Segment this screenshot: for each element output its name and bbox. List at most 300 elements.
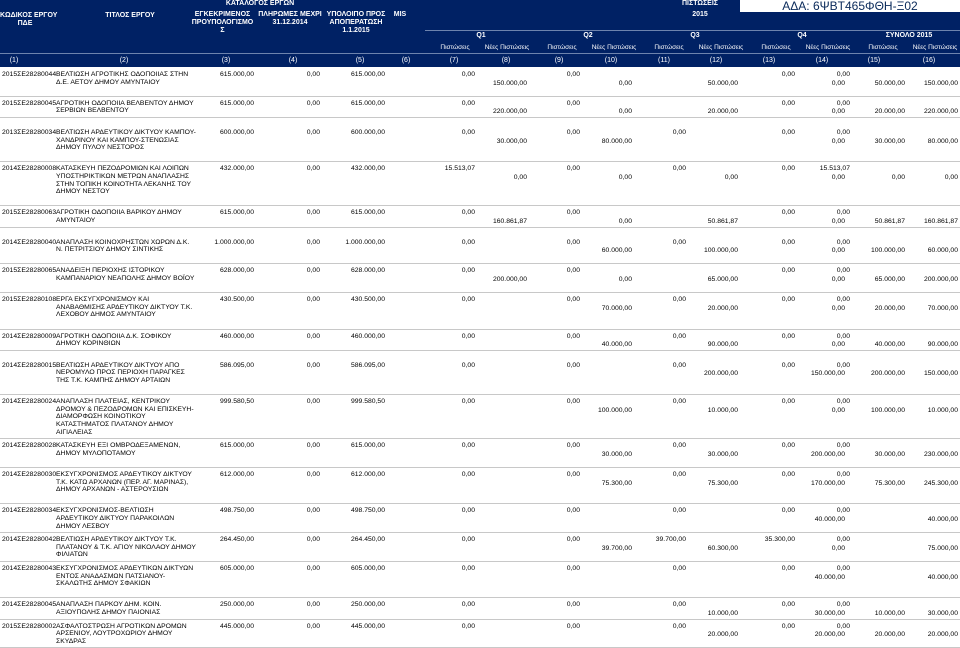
value-cell-budget: 460.000,00 (219, 332, 254, 340)
project-title: ΑΝΑΠΛΑΣΗ ΠΑΡΚΟΥ ΔΗΜ. ΚΟΙΝ. ΑΞΙΟΥΠΟΛΗΣ ΔΗΜΟΥ ΠΑΙΟΝΙΑΣ (56, 601, 162, 616)
value-cell-q1n: 220.000,00 (492, 108, 527, 116)
value-cell-remaining: 586.095,00 (350, 361, 385, 369)
value-cell-tt: 80.000,00 (927, 137, 958, 145)
row-divider (0, 561, 960, 562)
new-credits-subheader: Νέες Πιστώσεις (805, 44, 851, 51)
column-number: (5) (355, 57, 365, 64)
row-divider (0, 205, 960, 206)
value-cell-q4: 0,00 (781, 332, 795, 340)
value-cell-q2n: 40.000,00 (601, 341, 632, 349)
value-cell-tn: 100.000,00 (870, 406, 905, 414)
value-cell-q3n: 10.000,00 (707, 609, 738, 617)
column-number: (1) (9, 57, 19, 64)
table-row (0, 440, 960, 466)
project-code: 2014ΣΕ28280024 (2, 398, 57, 406)
value-cell-tn: 50.861,87 (874, 217, 905, 225)
project-code: 2014ΣΕ28280040 (2, 238, 57, 246)
value-cell-q3n: 10.000,00 (707, 406, 738, 414)
value-cell-t: 0,00 (836, 238, 850, 246)
column-number: (15) (867, 57, 881, 64)
value-cell-q2n: 0,00 (618, 275, 632, 283)
value-cell-paid: 0,00 (306, 442, 320, 450)
value-cell-q2: 0,00 (566, 622, 580, 630)
table-row (0, 98, 960, 116)
value-cell-t: 0,00 (836, 71, 850, 78)
value-cell-tt: 220.000,00 (923, 108, 958, 116)
table-row (0, 599, 960, 617)
value-cell-q4n: 0,00 (831, 341, 845, 349)
paid-column-header: ΠΛΗΡΩΜΕΣ ΜΕΧΡΙ 31.12.2014 (258, 11, 322, 26)
value-cell-paid: 0,00 (306, 471, 320, 478)
value-cell-q2: 0,00 (566, 71, 580, 78)
value-cell-q1: 0,00 (461, 565, 475, 572)
value-cell-tn: 30.000,00 (874, 137, 905, 145)
value-cell-budget: 498.750,00 (219, 507, 254, 515)
value-cell-paid: 0,00 (306, 536, 320, 544)
value-cell-q2n: 0,00 (618, 108, 632, 116)
value-cell-tt: 40.000,00 (927, 515, 958, 523)
project-title: ΑΣΦΑΛΤΟΣΤΡΩΣΗ ΑΓΡΟΤΙΚΩΝ ΔΡΟΜΩΝ ΑΡΣΕΝΙΟΥ, ΛΟΥΤΡΟΧΩΡΙΟΥ ΔΗΜΟΥ ΣΚΥΔΡΑΣ (56, 622, 187, 645)
column-number: (16) (922, 57, 936, 64)
value-cell-q1: 0,00 (461, 71, 475, 78)
value-cell-q2: 0,00 (566, 296, 580, 304)
value-cell-paid: 0,00 (306, 267, 320, 275)
value-cell-q2n: 75.300,00 (601, 479, 632, 487)
value-cell-q4n: 0,00 (831, 304, 845, 312)
value-cell-q2: 0,00 (566, 99, 580, 107)
credits-subheader: Πιστώσεις (547, 44, 577, 51)
value-cell-q2: 0,00 (566, 442, 580, 450)
project-code: 2015ΣΕ28280002 (2, 622, 57, 630)
value-cell-budget: 586.095,00 (219, 361, 254, 369)
value-cell-tt: 75.000,00 (927, 544, 958, 552)
row-divider (0, 292, 960, 293)
value-cell-q4n: 0,00 (831, 79, 845, 87)
value-cell-remaining: 999.580,50 (350, 398, 385, 406)
column-number: (13) (762, 57, 776, 64)
value-cell-q3n: 50.861,87 (707, 217, 738, 225)
value-cell-tt: 150.000,00 (923, 370, 958, 378)
value-cell-q2n: 0,00 (618, 217, 632, 225)
value-cell-tn: 10.000,00 (874, 609, 905, 617)
value-cell-tt: 90.000,00 (927, 341, 958, 349)
value-cell-q2: 0,00 (566, 398, 580, 406)
value-cell-q3n: 75.300,00 (707, 479, 738, 487)
title-column-header: ΤΙΤΛΟΣ ΕΡΓΟΥ (105, 12, 155, 19)
value-cell-budget: 628.000,00 (219, 267, 254, 275)
value-cell-remaining: 600.000,00 (350, 129, 385, 136)
project-title: ΕΚΣΥΓΧΡΟΝΙΣΜΟΣ ΑΡΔΕΥΤΙΚΟΥ ΔΙΚΤΥΟΥ Τ.Κ. ΚΑΤΩ ΑΡΧΑΝΩΝ (ΠΕΡ. ΑΓ. ΜΑΡΙΝΑΣ), ΔΗΜΟΥ ΑΡΧΑΝΩΝ - ΑΣΤΕΡΟΥΣΙΩΝ (56, 471, 192, 494)
value-cell-q2: 0,00 (566, 471, 580, 478)
value-cell-tn: 20.000,00 (874, 304, 905, 312)
column-number: (11) (658, 57, 670, 64)
project-title: ΑΓΡΟΤΙΚΗ ΟΔΟΠΟΙΙΑ Δ.Κ. ΣΟΦΙΚΟΥ ΔΗΜΟΥ ΚΟΡΙΝΘΙΩΝ (56, 332, 172, 348)
row-divider (0, 394, 960, 395)
value-cell-q1: 0,00 (461, 296, 475, 304)
row-divider (0, 467, 960, 468)
project-code: 2014ΣΕ28280045 (2, 601, 57, 609)
value-cell-q4n: 0,00 (831, 544, 845, 552)
value-cell-remaining: 430.500,00 (350, 296, 385, 304)
project-title: ΕΡΓΑ ΕΚΣΥΓΧΡΟΝΙΣΜΟΥ ΚΑΙ ΑΝΑΒΑΘΜΙΣΗΣ ΑΡΔΕΥΤΙΚΟΥ ΔΙΚΤΥΟΥ Τ.Κ. ΛΕΧΟΒΟΥ ΔΗΜΟΣ ΑΜΥΝΤΑΙΟΥ (56, 296, 193, 319)
value-cell-q2n: 0,00 (618, 79, 632, 87)
quarter-header: Q1 (476, 32, 486, 39)
value-cell-q3: 0,00 (672, 361, 686, 369)
value-cell-t: 0,00 (836, 601, 850, 609)
value-cell-tt: 20.000,00 (927, 631, 958, 639)
row-divider (0, 117, 960, 118)
new-credits-subheader: Νέες Πιστώσεις (591, 44, 637, 51)
value-cell-q4n: 40.000,00 (814, 573, 845, 581)
value-cell-q3: 0,00 (672, 238, 686, 246)
value-cell-remaining: 498.750,00 (350, 507, 385, 515)
value-cell-paid: 0,00 (306, 99, 320, 107)
table-row (0, 534, 960, 560)
value-cell-paid: 0,00 (306, 332, 320, 340)
value-cell-q4: 0,00 (781, 601, 795, 609)
value-cell-tt: 30.000,00 (927, 609, 958, 617)
new-credits-subheader: Νέες Πιστώσεις (484, 44, 530, 51)
value-cell-q1: 15.513,07 (444, 165, 475, 173)
row-divider (0, 597, 960, 598)
column-number: (6) (401, 57, 411, 64)
value-cell-q3: 0,00 (672, 398, 686, 406)
value-cell-remaining: 432.000,00 (350, 165, 385, 173)
code-column-header: ΚΩΔΙΚΟΣ ΕΡΓΟΥ ΠΔΕ (0, 12, 58, 27)
budget-column-header: ΕΓΚΕΚΡΙΜΕΝΟΣ ΠΡΟΥΠΟΛΟΓΙΣΜΟ Σ (191, 11, 254, 34)
value-cell-q4n: 0,00 (831, 275, 845, 283)
value-cell-paid: 0,00 (306, 296, 320, 304)
value-cell-budget: 605.000,00 (219, 565, 254, 572)
value-cell-remaining: 445.000,00 (350, 622, 385, 630)
value-cell-q4n: 20.000,00 (814, 631, 845, 639)
value-cell-q1: 0,00 (461, 601, 475, 609)
value-cell-budget: 445.000,00 (219, 622, 254, 630)
value-cell-paid: 0,00 (306, 209, 320, 217)
value-cell-remaining: 615.000,00 (350, 99, 385, 107)
project-title: ΑΓΡΟΤΙΚΗ ΟΔΟΠΟΙΙΑ ΒΑΡΙΚΟΥ ΔΗΜΟΥ ΑΜΥΝΤΑΙΟΥ (56, 209, 182, 224)
value-cell-q3: 0,00 (672, 601, 686, 609)
mis-column-header: MIS (393, 11, 407, 18)
table-row (0, 331, 960, 349)
value-cell-q3: 0,00 (672, 296, 686, 304)
value-cell-q3n: 90.000,00 (707, 341, 738, 349)
value-cell-tn: 200.000,00 (870, 370, 905, 378)
project-code: 2014ΣΕ28280030 (2, 471, 57, 478)
value-cell-remaining: 264.450,00 (350, 536, 385, 544)
value-cell-q1: 0,00 (461, 442, 475, 450)
value-cell-q4n: 0,00 (831, 137, 845, 145)
project-title: ΒΕΛΤΙΩΣΗ ΑΓΡΟΤΙΚΗΣ ΟΔΟΠΟΙΙΑΣ ΣΤΗΝ Δ.Ε. ΑΕΤΟΥ ΔΗΜΟΥ ΑΜΥΝΤΑΙΟΥ (56, 71, 189, 86)
value-cell-q1: 0,00 (461, 129, 475, 136)
table-row (0, 621, 960, 647)
value-cell-q3n: 65.000,00 (707, 275, 738, 283)
value-cell-remaining: 615.000,00 (350, 442, 385, 450)
value-cell-paid: 0,00 (306, 507, 320, 515)
value-cell-t: 0,00 (836, 99, 850, 107)
table-row (0, 69, 960, 95)
project-code: 2014ΣΕ28280009 (2, 332, 57, 340)
value-cell-q4n: 170.000,00 (810, 479, 845, 487)
year-header: 2015 (692, 11, 708, 18)
value-cell-q1n: 160.861,87 (492, 217, 527, 225)
value-cell-q4n: 0,00 (831, 406, 845, 414)
value-cell-tn: 100.000,00 (870, 247, 905, 255)
value-cell-q4: 0,00 (781, 267, 795, 275)
value-cell-remaining: 605.000,00 (350, 565, 385, 572)
value-cell-t: 0,00 (836, 332, 850, 340)
new-credits-subheader: Νέες Πιστώσεις (912, 44, 958, 51)
project-code: 2014ΣΕ28280028 (2, 442, 57, 450)
value-cell-q4: 0,00 (781, 565, 795, 572)
table-row (0, 163, 960, 204)
value-cell-t: 15.513,07 (819, 165, 850, 173)
credits-subheader: Πιστώσεις (761, 44, 791, 51)
row-divider (0, 532, 960, 533)
value-cell-tt: 160.861,87 (923, 217, 958, 225)
row-divider (0, 96, 960, 97)
value-cell-q1n: 150.000,00 (492, 79, 527, 87)
value-cell-q2: 0,00 (566, 361, 580, 369)
value-cell-q1n: 30.000,00 (496, 137, 527, 145)
value-cell-budget: 615.000,00 (219, 442, 254, 450)
quarter-header: Q2 (583, 32, 593, 39)
value-cell-q3n: 20.000,00 (707, 108, 738, 116)
column-number: (9) (554, 57, 564, 64)
value-cell-budget: 615.000,00 (219, 209, 254, 217)
value-cell-q4: 0,00 (781, 129, 795, 136)
value-cell-remaining: 615.000,00 (350, 209, 385, 217)
value-cell-q2: 0,00 (566, 209, 580, 217)
value-cell-q3n: 20.000,00 (707, 631, 738, 639)
quarter-header: Q3 (690, 32, 700, 39)
project-code: 2014ΣΕ28280015 (2, 361, 57, 369)
table-row (0, 469, 960, 502)
value-cell-tt: 150.000,00 (923, 79, 958, 87)
value-cell-tt: 40.000,00 (927, 573, 958, 581)
project-code: 2015ΣΕ28280063 (2, 209, 57, 217)
table-row (0, 294, 960, 327)
value-cell-tt: 245.300,00 (923, 479, 958, 487)
row-divider (0, 263, 960, 264)
value-cell-tn: 20.000,00 (874, 108, 905, 116)
value-cell-q2: 0,00 (566, 267, 580, 275)
project-title: ΑΓΡΟΤΙΚΗ ΟΔΟΠΟΙΙΑ ΒΕΛΒΕΝΤΟΥ ΔΗΜΟΥ ΣΕΡΒΙΩΝ ΒΕΛΒΕΝΤΟΥ (56, 99, 194, 115)
value-cell-q4: 0,00 (781, 209, 795, 217)
value-cell-q1n: 0,00 (513, 173, 527, 181)
value-cell-paid: 0,00 (306, 71, 320, 78)
project-title: ΒΕΛΤΙΩΣΗ ΑΡΔΕΥΤΙΚΟΥ ΔΙΚΤΥΟΥ Τ.Κ. ΠΛΑΤΑΝΟΥ & Τ.Κ. ΑΓΙΟΥ ΝΙΚΟΛΑΟΥ ΔΗΜΟΥ ΦΙΛΙΑΤΩΝ (56, 536, 196, 559)
value-cell-t: 0,00 (836, 267, 850, 275)
credits-subheader: Πιστώσεις (440, 44, 470, 51)
value-cell-budget: 612.000,00 (219, 471, 254, 478)
value-cell-q1: 0,00 (461, 267, 475, 275)
value-cell-q4n: 40.000,00 (814, 515, 845, 523)
column-number: (14) (815, 57, 829, 64)
value-cell-paid: 0,00 (306, 238, 320, 246)
value-cell-q4: 0,00 (781, 398, 795, 406)
project-code: 2015ΣΕ28280065 (2, 267, 57, 275)
value-cell-q3: 0,00 (672, 507, 686, 515)
value-cell-budget: 999.580,50 (219, 398, 254, 406)
value-cell-budget: 615.000,00 (219, 71, 254, 78)
project-code: 2014ΣΕ28280042 (2, 536, 57, 544)
project-title: ΒΕΛΤΙΩΣΗ ΑΡΔΕΥΤΙΚΟΥ ΔΙΚΤΥΟΥ ΑΠΟ ΝΕΡΟΜΥΛΟ ΠΡΟΣ ΠΕΡΙΟΧΗ ΠΑΡΑΓΚΕΣ ΤΗΣ Τ.Κ. ΚΑΜΠΗΣ ΔΗΜΟΥ ΑΡΤΑΙΩΝ (56, 361, 185, 384)
row-divider (0, 227, 960, 228)
value-cell-paid: 0,00 (306, 361, 320, 369)
project-title: ΕΚΣΥΓΧΡΟΝΙΣΜΟΣ ΑΡΔΕΥΤΙΚΩΝ ΔΙΚΤΥΩΝ ΕΝΤΟΣ ΑΝΑΔΑΣΜΩΝ ΠΑΤΣΙΑΝΟΥ-ΣΚΑΛΩΤΗΣ ΔΗΜΟΥ ΣΦΑΚΙΩΝ (56, 565, 194, 588)
value-cell-q1n: 200.000,00 (492, 275, 527, 283)
value-cell-q3n: 100.000,00 (703, 247, 738, 255)
value-cell-q2n: 0,00 (618, 173, 632, 181)
value-cell-q4n: 0,00 (831, 173, 845, 181)
value-cell-q1: 0,00 (461, 536, 475, 544)
value-cell-q1: 0,00 (461, 332, 475, 340)
column-number: (8) (501, 57, 511, 64)
value-cell-q4n: 30.000,00 (814, 609, 845, 617)
table-row (0, 265, 960, 291)
credits-header: ΠΙΣΤΩΣΕΙΣ (682, 0, 718, 7)
value-cell-tt: 0,00 (944, 173, 958, 181)
project-title: ΕΚΣΥΓΧΡΟΝΙΣΜΟΣ-ΒΕΛΤΙΩΣΗ ΑΡΔΕΥΤΙΚΟΥ ΔΙΚΤΥΟΥ ΠΑΡΑΚΟΙΛΩΝ ΔΗΜΟΥ ΛΕΣΒΟΥ (56, 507, 175, 530)
value-cell-q3: 0,00 (672, 442, 686, 450)
value-cell-q3: 0,00 (672, 471, 686, 478)
project-title: ΚΑΤΑΣΚΕΥΗ ΕΞΙ ΟΜΒΡΟΔΕΞΑΜΕΝΩΝ, ΔΗΜΟΥ ΜΥΛΟΠΟΤΑΜΟΥ (56, 442, 181, 457)
value-cell-tn: 0,00 (891, 173, 905, 181)
value-cell-budget: 264.450,00 (219, 536, 254, 544)
value-cell-budget: 250.000,00 (219, 601, 254, 609)
value-cell-paid: 0,00 (306, 622, 320, 630)
value-cell-q4n: 0,00 (831, 217, 845, 225)
value-cell-q3n: 0,00 (724, 173, 738, 181)
column-number: (2) (119, 57, 129, 64)
value-cell-q3: 0,00 (672, 565, 686, 572)
value-cell-tt: 10.000,00 (927, 406, 958, 414)
table-row (0, 396, 960, 437)
table-row (0, 237, 960, 263)
ada-watermark: ΑΔΑ: 6ΨΒΤ465ΦΘΗ-Ξ02 (740, 0, 960, 12)
value-cell-q4: 0,00 (781, 622, 795, 630)
value-cell-q2n: 80.000,00 (601, 137, 632, 145)
table-row (0, 207, 960, 225)
value-cell-tn: 20.000,00 (874, 631, 905, 639)
value-cell-q4: 0,00 (781, 71, 795, 78)
value-cell-tt: 230.000,00 (923, 450, 958, 458)
value-cell-q2: 0,00 (566, 507, 580, 515)
value-cell-q1: 0,00 (461, 471, 475, 478)
project-title: ΑΝΑΠΛΑΣΗ ΚΟΙΝΟΧΡΗΣΤΩΝ ΧΩΡΩΝ Δ.Κ. Ν. ΠΕΤΡΙΤΣΙΟΥ ΔΗΜΟΥ ΣΙΝΤΙΚΗΣ (56, 238, 190, 254)
value-cell-q1: 0,00 (461, 209, 475, 217)
value-cell-paid: 0,00 (306, 565, 320, 572)
value-cell-q2: 0,00 (566, 565, 580, 572)
value-cell-paid: 0,00 (306, 601, 320, 609)
value-cell-q4n: 0,00 (831, 108, 845, 116)
value-cell-remaining: 612.000,00 (350, 471, 385, 478)
value-cell-t: 0,00 (836, 209, 850, 217)
value-cell-budget: 430.500,00 (219, 296, 254, 304)
value-cell-tn: 75.300,00 (874, 479, 905, 487)
value-cell-q2n: 70.000,00 (601, 304, 632, 312)
value-cell-t: 0,00 (836, 471, 850, 478)
value-cell-remaining: 628.000,00 (350, 267, 385, 275)
project-code: 2014ΣΕ28280043 (2, 565, 57, 572)
row-divider (0, 161, 960, 162)
value-cell-tn: 50.000,00 (874, 79, 905, 87)
value-cell-q1: 0,00 (461, 238, 475, 246)
value-cell-q1: 0,00 (461, 507, 475, 515)
value-cell-remaining: 250.000,00 (350, 601, 385, 609)
value-cell-tt: 200.000,00 (923, 275, 958, 283)
value-cell-q3n: 60.300,00 (707, 544, 738, 552)
table-row (0, 127, 960, 160)
credits-subheader: Πιστώσεις (654, 44, 684, 51)
project-code: 2013ΣΕ28280034 (2, 129, 57, 136)
column-number: (12) (709, 57, 723, 64)
value-cell-q3n: 200.000,00 (703, 370, 738, 378)
value-cell-q1: 0,00 (461, 622, 475, 630)
column-number: (3) (221, 57, 231, 64)
catalog-header: ΚΑΤΑΛΟΓΟΣ ΕΡΓΩΝ (225, 0, 295, 7)
value-cell-tn: 40.000,00 (874, 341, 905, 349)
value-cell-paid: 0,00 (306, 165, 320, 173)
value-cell-q4: 0,00 (781, 99, 795, 107)
value-cell-q3: 0,00 (672, 332, 686, 340)
value-cell-q4: 0,00 (781, 361, 795, 369)
quarter-header: Q4 (797, 32, 807, 39)
project-code: 2015ΣΕ28280044 (2, 71, 57, 78)
value-cell-q4: 0,00 (781, 507, 795, 515)
value-cell-q3n: 20.000,00 (707, 304, 738, 312)
value-cell-budget: 432.000,00 (219, 165, 254, 173)
value-cell-q2: 0,00 (566, 536, 580, 544)
value-cell-t: 0,00 (836, 129, 850, 136)
value-cell-q1: 0,00 (461, 398, 475, 406)
value-cell-paid: 0,00 (306, 129, 320, 136)
project-code: 2015ΣΕ28280108 (2, 296, 57, 304)
value-cell-q3: 0,00 (672, 622, 686, 630)
value-cell-remaining: 615.000,00 (350, 71, 385, 78)
new-credits-subheader: Νέες Πιστώσεις (698, 44, 744, 51)
table-row (0, 563, 960, 596)
value-cell-paid: 0,00 (306, 398, 320, 406)
remaining-column-header: ΥΠΟΛΟΙΠΟ ΠΡΟΣ ΑΠΟΠΕΡΑΤΩΣΗ 1.1.2015 (326, 11, 386, 34)
project-code: 2014ΣΕ28280008 (2, 165, 57, 173)
value-cell-tt: 60.000,00 (927, 247, 958, 255)
value-cell-q2: 0,00 (566, 601, 580, 609)
quarter-header: ΣΥΝΟΛΟ 2015 (885, 32, 933, 39)
project-title: ΑΝΑΔΕΙΞΗ ΠΕΡΙΟΧΗΣ ΙΣΤΟΡΙΚΟΥ ΚΑΜΠΑΝΑΡΙΟΥ ΝΕΑΠΟΛΗΣ ΔΗΜΟΥ ΒΟΪΟΥ (56, 267, 195, 282)
row-divider (0, 438, 960, 439)
value-cell-q3n: 50.000,00 (707, 79, 738, 87)
project-title: ΚΑΤΑΣΚΕΥΗ ΠΕΖΟΔΡΟΜΙΩΝ ΚΑΙ ΛΟΙΠΩΝ ΥΠΟΣΤΗΡΙΚΤΙΚΩΝ ΜΕΤΡΩΝ ΑΝΑΠΛΑΣΗΣ ΣΤΗΝ ΤΟΠΙΚΗ ΚΟΙΝΟΤΗΤΑ ΛΕΚΑΝΗΣ ΤΟΥ ΔΗΜΟΥ ΝΕΣΤΟΥ (56, 165, 191, 196)
value-cell-q4: 0,00 (781, 296, 795, 304)
value-cell-q1: 0,00 (461, 361, 475, 369)
value-cell-q3: 0,00 (672, 129, 686, 136)
value-cell-t: 0,00 (836, 361, 850, 369)
value-cell-q2n: 30.000,00 (601, 450, 632, 458)
value-cell-q4: 0,00 (781, 471, 795, 478)
value-cell-q4n: 0,00 (831, 247, 845, 255)
value-cell-budget: 615.000,00 (219, 99, 254, 107)
value-cell-q4n: 200.000,00 (810, 450, 845, 458)
column-number: (10) (604, 57, 618, 64)
project-title: ΑΝΑΠΛΑΣΗ ΠΛΑΤΕΙΑΣ, ΚΕΝΤΡΙΚΟΥ ΔΡΟΜΟΥ & ΠΕΖΟΔΡΟΜΩΝ ΚΑΙ ΕΠΙΣΚΕΥΗ-ΔΙΑΜΟΡΦΩΣΗ ΚΟΙΝΟΤΙΚΟΥ ΚΑΤΑΣΤΗΜΑΤΟΣ ΠΛΑΤΑΝΟΥ ΔΗΜΟΥ ΑΙΓΙΑΛΕΙΑΣ (56, 398, 194, 436)
value-cell-q4: 0,00 (781, 442, 795, 450)
value-cell-tn: 30.000,00 (874, 450, 905, 458)
credits-subheader: Πιστώσεις (868, 44, 898, 51)
value-cell-t: 0,00 (836, 622, 850, 630)
value-cell-t: 0,00 (836, 296, 850, 304)
